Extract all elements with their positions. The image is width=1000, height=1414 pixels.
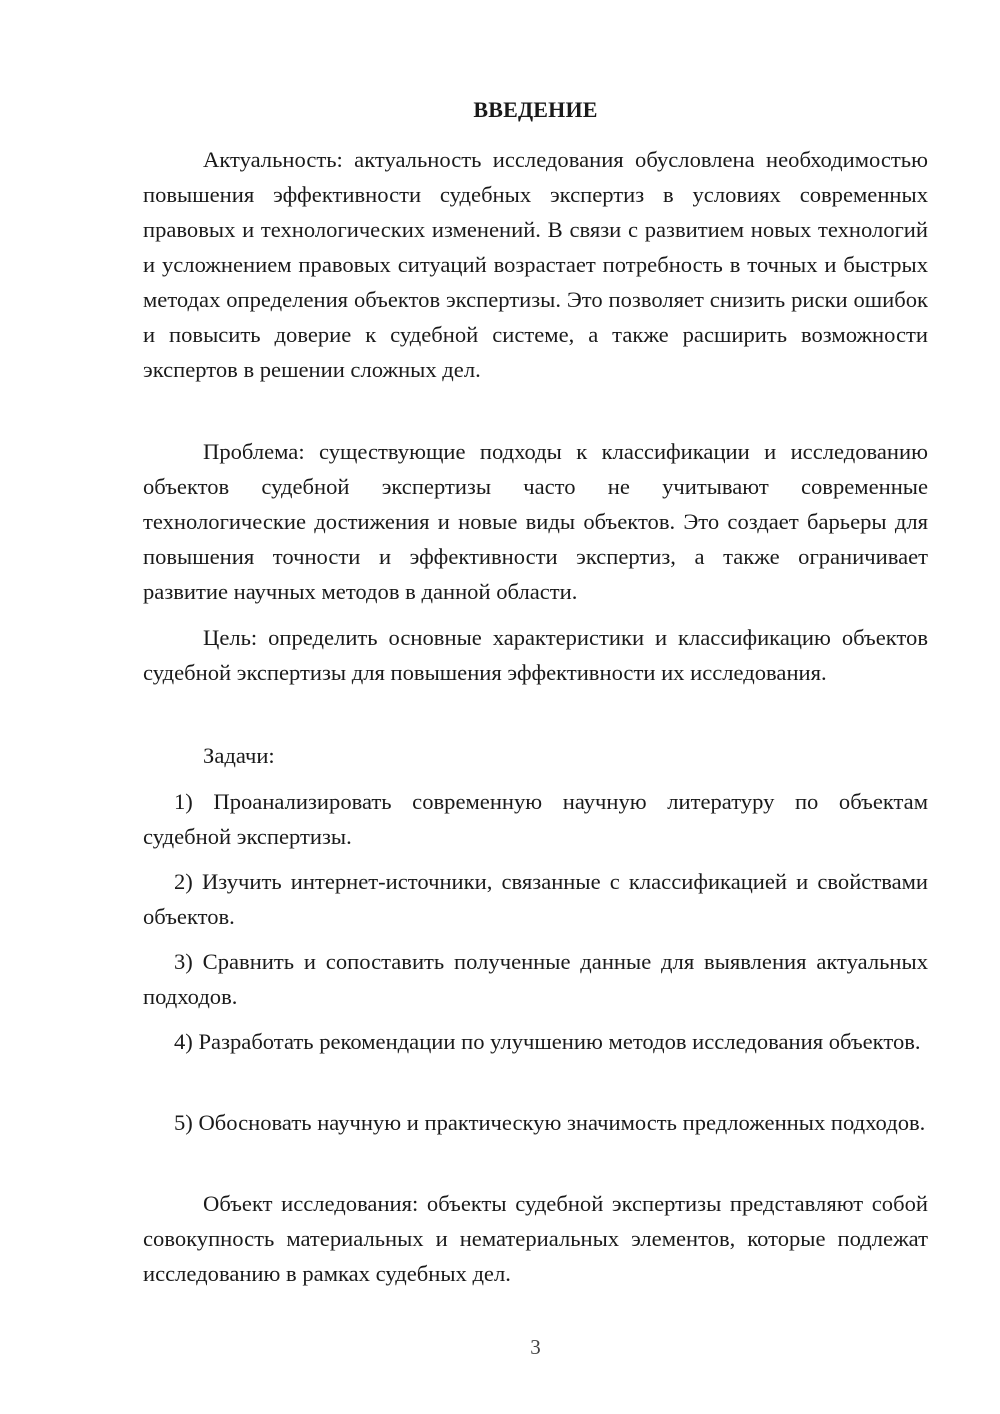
task-item: 5) Обосновать научную и практическую значимость предложенных подходов. [174,1110,926,1135]
relevance-paragraph: Актуальность: актуальность исследования обусловлена необходимостью повышения эффективности судебных экспертиз в условиях современных правовых и технологических изменений. В связи с развитием новых технологий и усложнением правовых ситуаций возрастает потребность в точных и быстрых методах определения объектов экспертизы. Это позволяет снизить риски ошибок и повысить доверие к судебной системе, а также расширить возможности экспертов в решении сложных дел. [143,147,928,382]
page-title: ВВЕДЕНИЕ [473,97,598,122]
task-item: 1) Проанализировать современную научную литературу по объектам судебной экспертизы. [143,789,928,849]
page-number: 3 [530,1335,541,1359]
task-item: 4) Разработать рекомендации по улучшению методов исследования объектов. [174,1029,921,1054]
task-item: 3) Сравнить и сопоставить полученные данные для выявления актуальных подходов. [143,949,928,1009]
tasks-heading: Задачи: [203,743,275,768]
goal-paragraph: Цель: определить основные характеристики и классификацию объектов судебной экспертизы для повышения эффективности их исследования. [143,625,928,685]
document-page [143,0,928,1414]
problem-paragraph: Проблема: существующие подходы к классификации и исследованию объектов судебной экспертизы часто не учитывают современные технологические достижения и новые виды объектов. Это создает барьеры для повышения точности и эффективности экспертиз, а также ограничивает развитие научных методов в данной области. [143,439,928,604]
task-item: 2) Изучить интернет-источники, связанные с классификацией и свойствами объектов. [143,869,928,929]
object-paragraph: Объект исследования: объекты судебной экспертизы представляют собой совокупность материальных и нематериальных элементов, которые подлежат исследованию в рамках судебных дел. [143,1191,928,1286]
